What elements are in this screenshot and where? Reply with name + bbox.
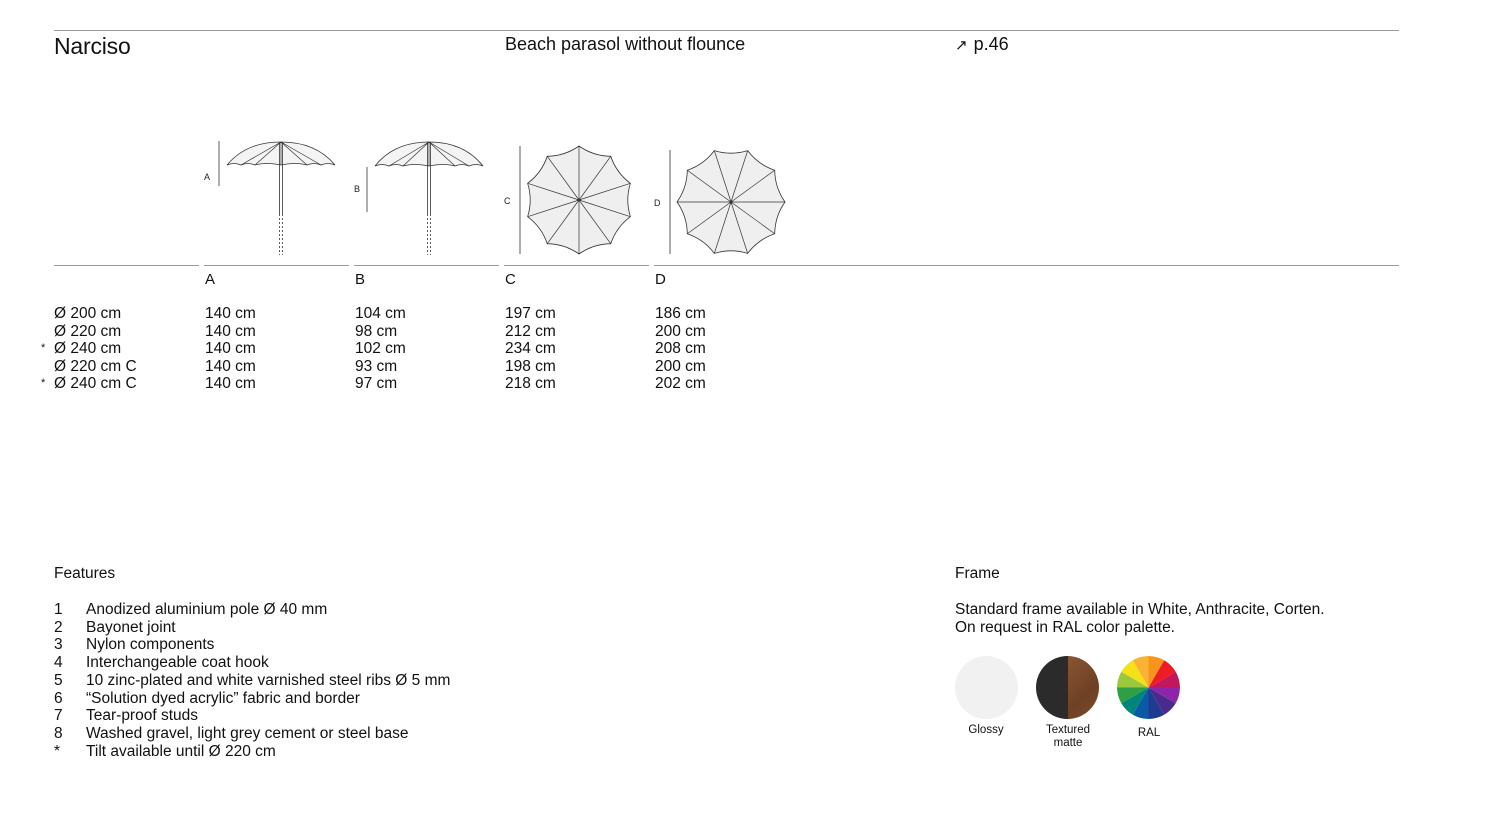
diagram-label: D [654,198,661,208]
feature-item: “Solution dyed acrylic” fabric and border [86,689,360,707]
feature-item: Tear-proof studs [86,707,198,725]
diagram-label: C [504,196,511,206]
feature-number: 3 [54,636,63,654]
features-numbers [54,601,63,760]
table-cell: 200 cm [655,357,706,375]
feature-number: 8 [54,724,63,742]
frame-description-line: Standard frame available in White, Anthracite, Corten. [955,601,1325,618]
canopy-hub [577,198,580,201]
table-cell: 104 cm [355,305,406,322]
diagram-label: A [204,172,211,182]
table-cell-model: Ø 200 cm [54,305,122,322]
features-title: Features [54,565,116,582]
table-cell: 140 cm [205,375,256,393]
tilt-marker [41,323,45,341]
column-b-values [355,305,406,393]
swatch-textured-matte [1036,656,1099,719]
tilt-marker-column [41,305,45,393]
feature-item: Tilt available until Ø 220 cm [86,742,276,760]
swatch-label-glossy: Glossy [968,724,1004,736]
feature-number: * [54,742,61,760]
tilt-marker [41,358,45,376]
page-reference: p.46 [973,34,1009,54]
table-cell-model: Ø 240 cm C [54,375,137,393]
feature-number: 5 [54,671,63,689]
column-header-a: A [205,271,216,288]
swatch-corten-half [1068,656,1100,719]
swatch-label-line: Textured [1045,724,1091,736]
table-cell: 98 cm [355,322,398,340]
column-c-values [505,305,556,393]
table-cell: 218 cm [505,375,556,393]
table-cell: 140 cm [205,305,256,322]
column-d-values [655,305,706,393]
table-rule-a [204,265,349,266]
frame-title: Frame [955,565,1000,582]
canopy-c [528,146,631,254]
diagram-b-side-view [350,138,490,256]
canopy-d [677,151,785,254]
product-subtitle: Beach parasol without flounce [505,34,746,54]
diagram-d-top-view [650,140,790,258]
tilt-marker [41,305,45,323]
swatch-anthracite-half [1036,656,1068,719]
swatch-ral-color-wheel [1117,656,1180,719]
table-cell: 197 cm [505,305,556,322]
feature-number: 4 [54,654,63,672]
column-header-b: B [355,271,366,288]
table-cell: 198 cm [505,357,556,375]
feature-item: Washed gravel, light grey cement or steel base [86,724,409,742]
table-cell: 102 cm [355,340,406,358]
feature-number: 1 [54,601,63,618]
table-cell: 186 cm [655,305,706,322]
table-rule-c [504,265,649,266]
table-cell: 140 cm [205,322,256,340]
page-title: Narciso [54,33,131,59]
swatch-label-line: matte [1053,737,1083,749]
arrow-up-right-icon: ↗ [955,37,968,54]
tilt-marker: * [41,377,46,390]
table-cell: 140 cm [205,357,256,375]
tilt-marker: * [41,342,46,355]
diagram-a-side-view [200,138,340,256]
diagram-c-top-view [500,140,640,258]
feature-number: 2 [54,618,63,636]
features-list [86,601,450,760]
table-rule-b [354,265,499,266]
swatch-glossy [955,656,1018,719]
frame-description [955,601,1325,637]
table-rule-models [54,265,199,266]
page-reference-link[interactable] [955,34,1009,55]
column-header-c: C [505,271,516,288]
feature-item: Bayonet joint [86,618,176,636]
table-cell: 208 cm [655,340,706,358]
feature-item: Nylon components [86,636,215,654]
feature-item: Anodized aluminium pole Ø 40 mm [86,601,328,618]
table-cell-model: Ø 240 cm [54,340,122,358]
feature-number: 6 [54,689,63,707]
table-cell-model: Ø 220 cm [54,322,122,340]
table-cell: 202 cm [655,375,706,393]
table-cell-model: Ø 220 cm C [54,357,137,375]
swatch-label-ral: RAL [1137,727,1161,739]
column-a-values [205,305,256,393]
feature-item: Interchangeable coat hook [86,654,269,672]
table-cell: 97 cm [355,375,398,393]
canopy-hub [729,200,732,203]
swatch-label-textured-matte [1028,724,1108,750]
table-rule-d [654,265,1399,266]
column-header-d: D [655,271,666,288]
frame-description-line: On request in RAL color palette. [955,619,1175,636]
feature-item: 10 zinc-plated and white varnished steel ribs Ø 5 mm [86,671,451,689]
table-cell: 234 cm [505,340,556,358]
table-cell: 140 cm [205,340,256,358]
models-column [54,305,137,393]
top-rule [54,30,1399,31]
diagram-label: B [354,184,361,194]
table-cell: 212 cm [505,322,556,340]
table-cell: 200 cm [655,322,706,340]
table-cell: 93 cm [355,357,398,375]
feature-number: 7 [54,707,63,725]
